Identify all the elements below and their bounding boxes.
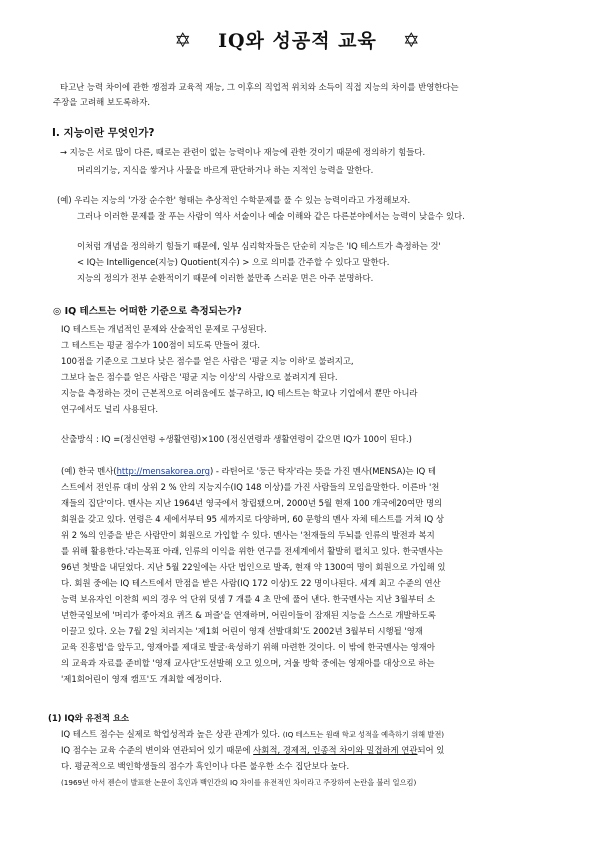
section1-heading: I. 지능이란 무엇인가? [52, 127, 155, 139]
section1-para-3: 지능의 정의가 전부 순환적이기 때문에 이러한 불만족 스러운 면은 아주 분명하다. [77, 273, 374, 283]
section3-line3: 다. 평균적으로 백인학생들의 점수가 흑인이나 다른 불우한 소수 집단보다 높다. [61, 761, 350, 771]
section3-line4-note: (1969년 아서 젠슨이 발표한 논문이 흑인과 백인간의 IQ 차이를 유전적인 차이라고 주장하여 논란을 불러 일으킴) [61, 778, 417, 787]
section3-line2-underlined: 사회적, 경제적, 인종적 차이와 밀접하게 연관 [253, 745, 418, 755]
section1-example-1: (예) 우리는 지능의 '가장 순수한' 형태는 추상적인 수학문제를 풀 수 있는 능력이라고 가정해보자. [57, 195, 411, 205]
iq-formula: 산출방식 : IQ =(정신연령 ÷생활연령)×100 (정신연령과 생활연령이 같으면 IQ가 100이 된다.) [61, 434, 412, 444]
example2-line: 의 교육과 자료를 준비할 '영재 교사단'도선발해 오고 있으며, 겨울 방학 중에는 영재아를 대상으로 하는 [61, 658, 435, 668]
example2-line: 스트에서 전인류 대비 상위 2 % 안의 지능지수(IQ 148 이상)를 가진 사람들의 모임을말한다. 이른바 '천 [61, 482, 440, 492]
example2-line: 재들의 집단'이다. 멘사는 지난 1964년 영국에서 창립됐으며, 2000년 5월 현재 100 개국에20여만 명의 [61, 498, 443, 508]
section2-line: 그보다 높은 점수를 얻은 사람은 '평균 지능 이상'의 사람으로 불려지게 된다. [61, 372, 338, 382]
title-text: IQ와 성공적 교육 [218, 30, 377, 52]
example2-prefix: (예) 한국 멘사( [61, 466, 117, 476]
example2-line: 96년 첫발을 내딛었다. 지난 5월 22일에는 사단 법인으로 발족, 현재 약 1300여 명이 회원으로 가입해 있 [61, 562, 446, 572]
example2-line: 를 위해 활용한다.'라는목표 아래, 인류의 이익을 위한 연구를 전세계에서 활발히 펼치고 있다. 한국멘사는 [61, 546, 444, 556]
section2-line: 그 테스트는 평균 점수가 100점이 되도록 만들어 졌다. [61, 340, 261, 350]
section3-line2-b: 되어 있 [417, 745, 445, 755]
section3-line1-main: IQ 테스트 점수는 실제로 학업성적과 높은 상관 관계가 있다. [61, 729, 281, 739]
section3-line2 [61, 743, 444, 758]
mensa-link[interactable]: http://mensakorea.org [116, 466, 210, 476]
star-of-david-icon: ✡ [402, 28, 421, 52]
section1-para-1: 이처럼 개념을 정의하기 힘들기 때문에, 일부 심리학자들은 단순히 지능은 'IQ 테스트가 측정하는 것' [77, 241, 441, 251]
section3-line1-note: (IQ 테스트는 원래 학교 성적을 예측하기 위해 발전) [282, 730, 445, 739]
example2-after-link: ) - 라틴어로 '둥근 탁자'라는 뜻을 가진 멘사(MENSA)는 IQ 테 [209, 466, 437, 476]
example2-line: 년한국일보에 '머리가 좋아져요 퀴즈 & 퍼즐'을 연재하며, 어린이들이 잠재된 지능을 스스로 개발하도록 [61, 610, 436, 620]
example2-line: 다. 회원 중에는 IQ 테스트에서 만점을 받은 사람(IQ 172 이상)도 22 명이나된다. 세계 최고 수준의 연산 [61, 578, 441, 588]
section1-arrow-line: → 지능은 서로 많이 다른, 때로는 관련이 없는 능력이나 재능에 관한 것이기 때문에 정의하기 힘들다. [60, 147, 426, 157]
section1-example-2: 그러나 이러한 문제를 잘 푸는 사람이 역사 서술이나 예술 이해와 같은 다른분야에서는 능력이 낮을수 있다. [77, 211, 465, 221]
intro-line-1: 타고난 능력 차이에 관한 쟁점과 교육적 재능, 그 이후의 직업적 위치와 소득이 직접 지능의 차이를 반영한다는 [60, 82, 459, 92]
section1-para-2: < IQ는 Intelligence(지능) Quotient(지수) > 으로 의미를 간주할 수 있다고 말한다. [77, 257, 390, 267]
section2-line: IQ 테스트는 개념적인 문제와 산술적인 문제로 구성된다. [61, 324, 267, 334]
example2-first-line [61, 464, 436, 479]
example2-line: '제1회어린이 영재 캠프'도 개최할 예정이다. [61, 674, 222, 684]
section2-line: 100점을 기준으로 그보다 낮은 점수를 얻은 사람은 '평균 지능 이하'로 불려지고, [61, 356, 354, 366]
document-title [0, 26, 595, 53]
section3-line1 [61, 727, 444, 742]
section1-line2: 머리의기능, 지식을 쌓거나 사물을 바르게 판단하거나 하는 지적인 능력을 말한다. [77, 165, 374, 175]
section3-line2-a: IQ 점수는 교육 수준의 변이와 연관되어 있기 때문에 [61, 745, 254, 755]
section2-heading: ◎ IQ 테스트는 어떠한 기준으로 측정되는가? [53, 306, 242, 317]
section2-line: 지능을 측정하는 것이 근본적으로 어려움에도 불구하고, IQ 테스트는 학교나 기업에서 뿐만 아니라 [61, 388, 418, 398]
example2-line: 교육 진흥법'을 앞두고, 영재아를 제대로 발굴·육성하기 위해 마련한 것이다. 이 밖에 한국멘사는 영재아 [61, 642, 435, 652]
example2-line: 회원을 갖고 있다. 연령은 4 세에서부터 95 세까지로 다양하며, 60 문항의 멘사 자체 테스트를 거쳐 IQ 상 [61, 514, 444, 524]
intro-line-2: 주장을 고려해 보도록하자. [53, 97, 150, 107]
section3-heading: (1) IQ와 유전적 요소 [48, 713, 130, 723]
section2-line: 연구에서도 널리 사용된다. [61, 404, 158, 414]
example2-line: 이끌고 있다. 오는 7월 2일 치러지는 '제1회 어린이 영재 선발대회'도 2002년 3월부터 시행될 '영재 [61, 626, 423, 636]
example2-line: 위 2 %의 인증을 받은 사람만이 회원으로 가입할 수 있다. 멘사는 '천재들의 두뇌를 인류의 발전과 복지 [61, 530, 435, 540]
example2-line: 능력 보유자인 이찬희 씨의 경우 억 단위 덧셈 7 개를 4 초 만에 풀어 낸다. 한국멘사는 지난 3월부터 소 [61, 594, 435, 604]
star-of-david-icon: ✡ [174, 28, 193, 52]
